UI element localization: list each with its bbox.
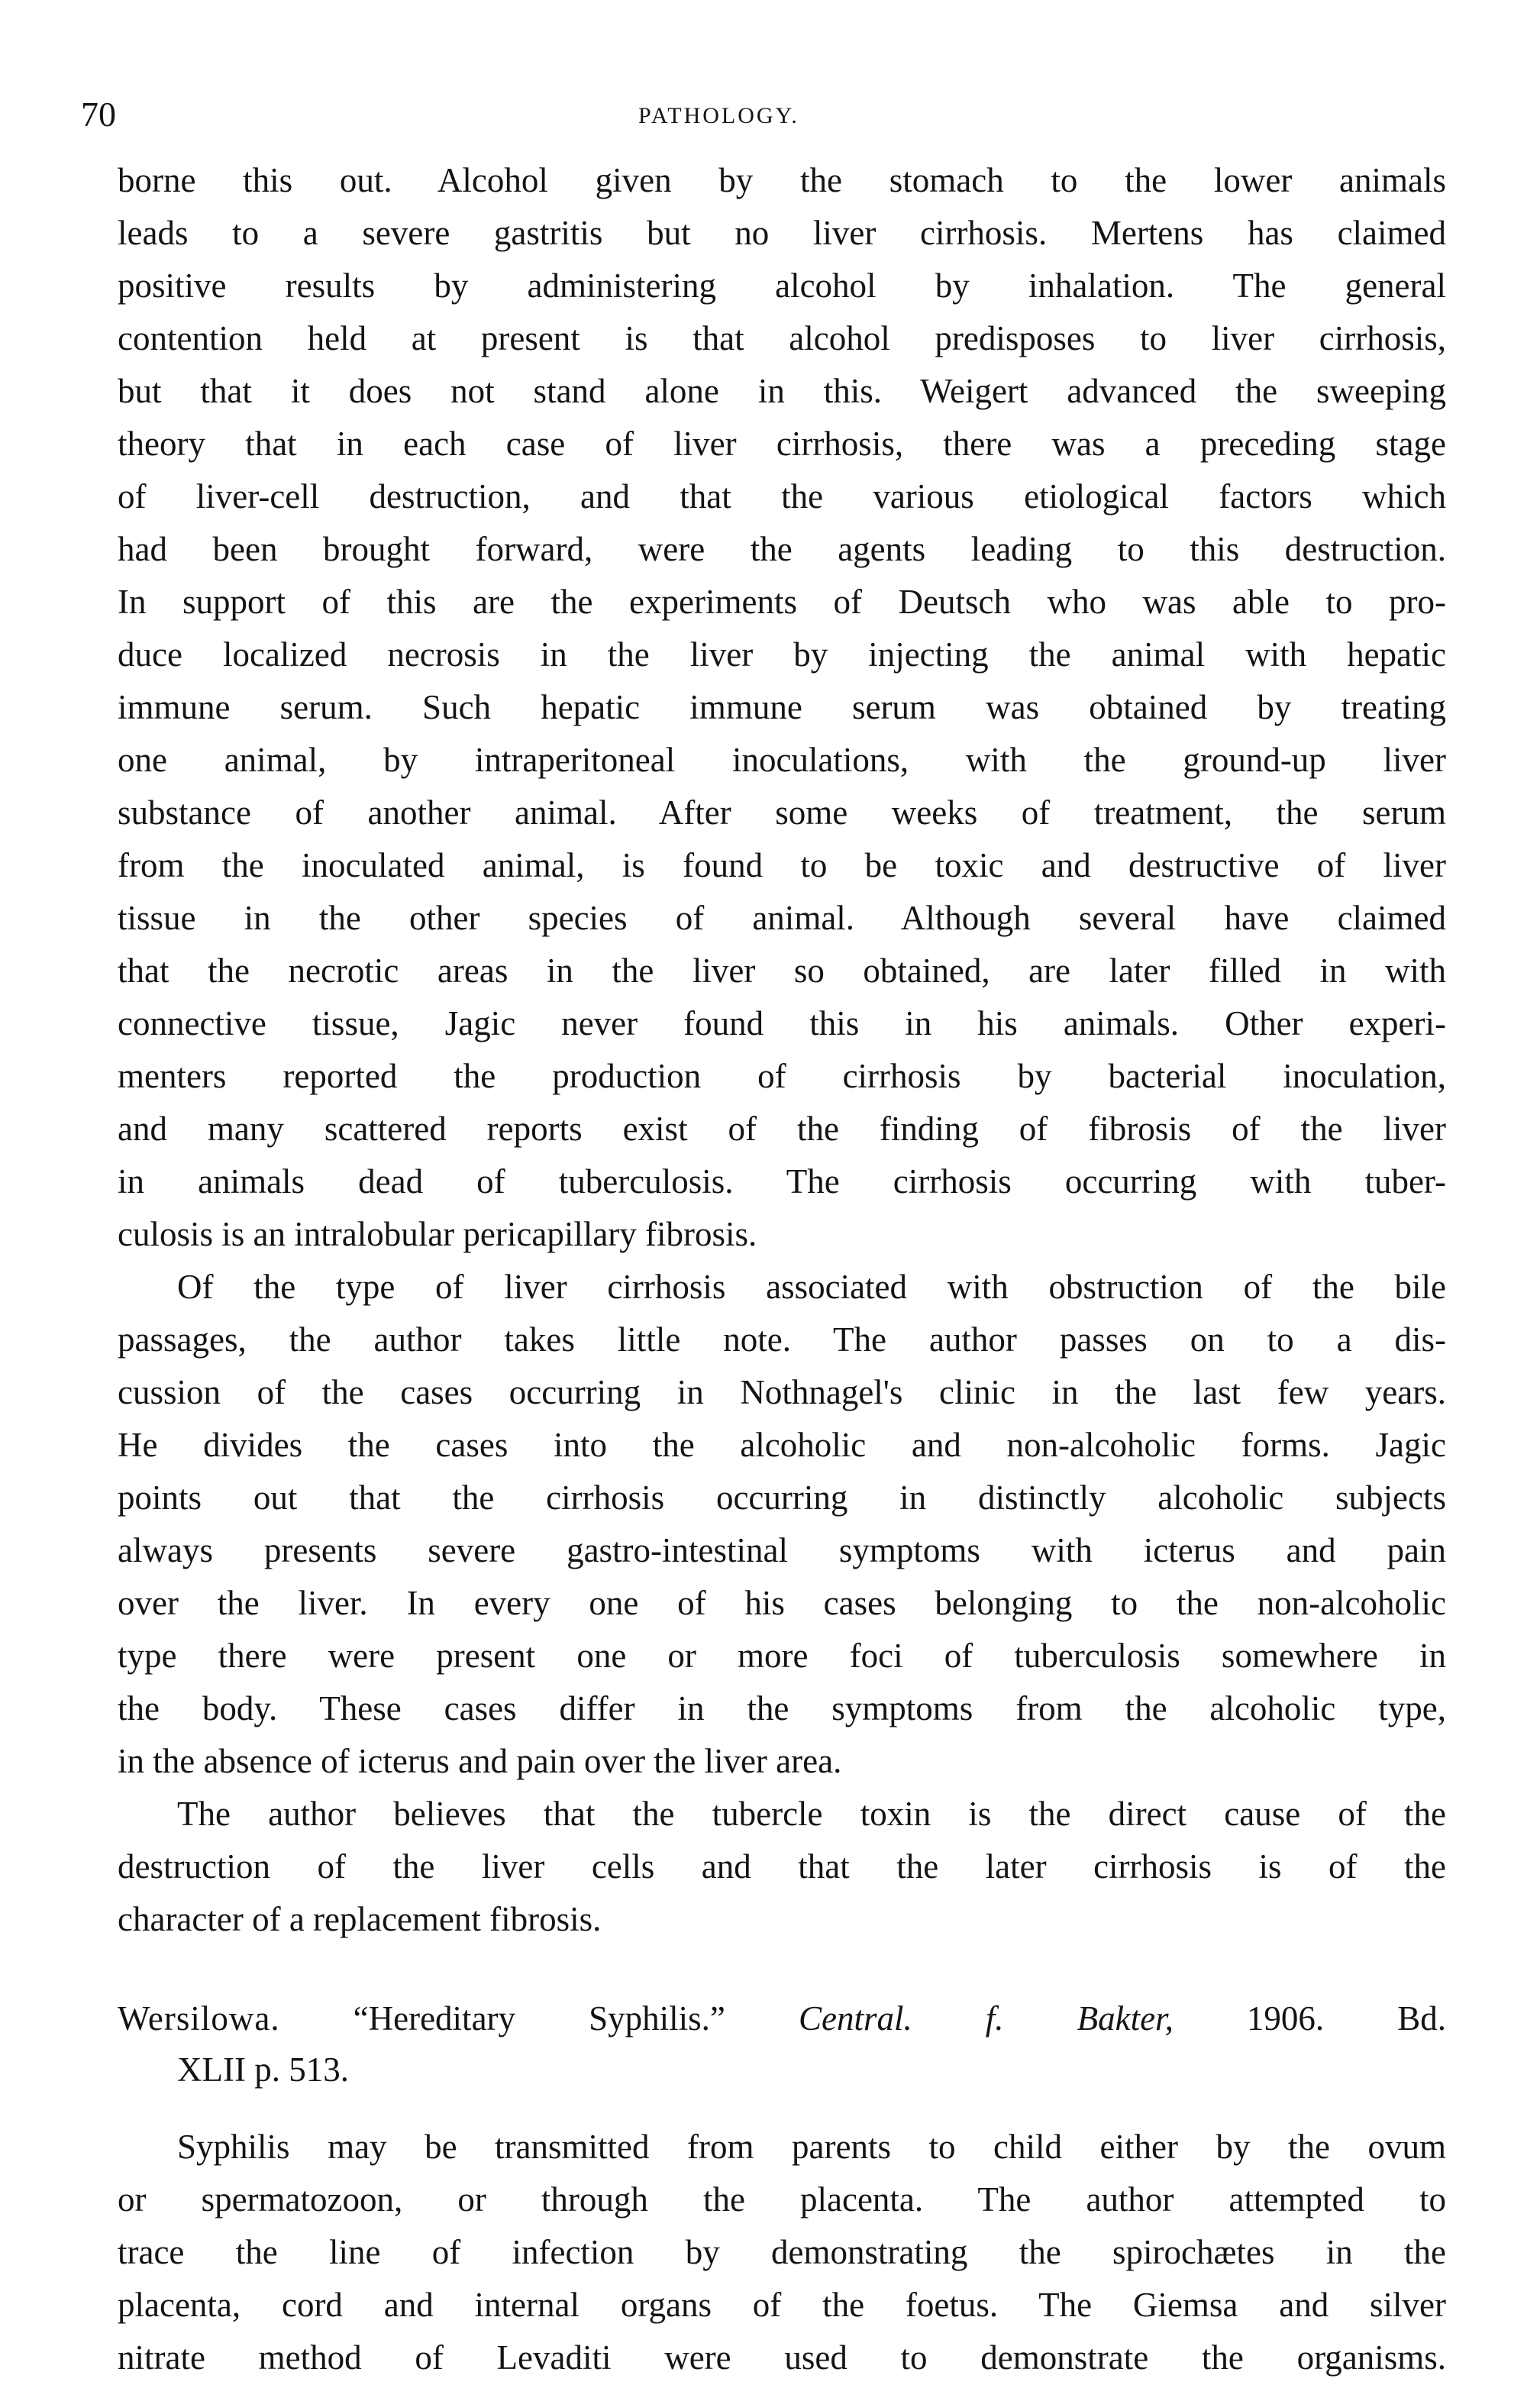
text-line: had been brought forward, were the agents leading to this destruction. bbox=[118, 530, 1446, 568]
text-line: in animals dead of tuberculosis. The cirrhosis occurring with tuber- bbox=[118, 1162, 1446, 1201]
text-line: passages, the author takes little note. The author passes on to a dis- bbox=[118, 1320, 1446, 1359]
reference-year-volume: 1906. Bd. bbox=[1246, 1999, 1446, 2038]
text-line: that the necrotic areas in the liver so obtained, are later filled in with bbox=[118, 952, 1446, 990]
reference-title: “Hereditary Syphilis.” bbox=[353, 1999, 725, 2038]
text-line: The author believes that the tubercle toxin is the direct cause of the bbox=[177, 1795, 1446, 1833]
text-line: duce localized necrosis in the liver by injecting the animal with hepatic bbox=[118, 635, 1446, 674]
page-header bbox=[81, 90, 1440, 139]
reference-line bbox=[118, 1995, 1446, 2042]
text-line: In support of this are the experiments of Deutsch who was able to pro- bbox=[118, 583, 1446, 621]
text-line: destruction of the liver cells and that the later cirrhosis is of the bbox=[118, 1847, 1446, 1886]
text-line: culosis is an intralobular pericapillary fibrosis. bbox=[118, 1215, 757, 1253]
text-line: type there were present one or more foci of tuberculosis somewhere in bbox=[118, 1637, 1446, 1675]
text-line: nitrate method of Levaditi were used to demonstrate the organisms. bbox=[118, 2338, 1446, 2377]
text-line: borne this out. Alcohol given by the stomach to the lower animals bbox=[118, 161, 1446, 199]
reference-author: Wersilowa. bbox=[118, 1999, 280, 2038]
reference-continuation: XLII p. 513. bbox=[177, 2051, 349, 2089]
text-line: but that it does not stand alone in this. Weigert advanced the sweeping bbox=[118, 372, 1446, 410]
text-line: Syphilis may be transmitted from parents to child either by the ovum bbox=[177, 2128, 1446, 2166]
text-line: immune serum. Such hepatic immune serum was obtained by treating bbox=[118, 688, 1446, 726]
page-number: 70 bbox=[81, 95, 116, 134]
text-line: character of a replacement fibrosis. bbox=[118, 1900, 602, 1938]
text-line: connective tissue, Jagic never found this in his animals. Other experi- bbox=[118, 1004, 1446, 1042]
text-line: over the liver. In every one of his cases belonging to the non-alcoholic bbox=[118, 1584, 1446, 1622]
text-line: the body. These cases differ in the symptoms from the alcoholic type, bbox=[118, 1689, 1446, 1727]
text-line: points out that the cirrhosis occurring in distinctly alcoholic subjects bbox=[118, 1479, 1446, 1517]
text-line: one animal, by intraperitoneal inoculations, with the ground-up liver bbox=[118, 741, 1446, 779]
text-line: cussion of the cases occurring in Nothnagel's clinic in the last few years. bbox=[118, 1373, 1446, 1411]
text-line: leads to a severe gastritis but no liver cirrhosis. Mertens has claimed bbox=[118, 214, 1446, 252]
text-line: theory that in each case of liver cirrhosis, there was a preceding stage bbox=[118, 425, 1446, 463]
text-line: tissue in the other species of animal. Although several have claimed bbox=[118, 899, 1446, 937]
text-line: Of the type of liver cirrhosis associated with obstruction of the bile bbox=[177, 1268, 1446, 1306]
text-line: always presents severe gastro-intestinal symptoms with icterus and pain bbox=[118, 1531, 1446, 1569]
text-line: of liver-cell destruction, and that the various etiological factors which bbox=[118, 477, 1446, 515]
reference-journal: Central. f. Bakter, bbox=[798, 1999, 1174, 2038]
text-line: and many scattered reports exist of the finding of fibrosis of the liver bbox=[118, 1110, 1446, 1148]
text-line: from the inoculated animal, is found to be toxic and destructive of liver bbox=[118, 846, 1446, 884]
text-line: positive results by administering alcohol by inhalation. The general bbox=[118, 267, 1446, 305]
running-head: PATHOLOGY. bbox=[638, 103, 799, 128]
text-line: menters reported the production of cirrhosis by bacterial inoculation, bbox=[118, 1057, 1446, 1095]
text-line: placenta, cord and internal organs of the foetus. The Giemsa and silver bbox=[118, 2286, 1446, 2324]
text-line: or spermatozoon, or through the placenta. The author attempted to bbox=[118, 2180, 1446, 2219]
text-line: trace the line of infection by demonstrating the spirochætes in the bbox=[118, 2233, 1446, 2271]
text-line: substance of another animal. After some weeks of treatment, the serum bbox=[118, 793, 1446, 832]
text-line: contention held at present is that alcohol predisposes to liver cirrhosis, bbox=[118, 319, 1446, 357]
text-line: in the absence of icterus and pain over the liver area. bbox=[118, 1742, 842, 1780]
text-line: He divides the cases into the alcoholic and non-alcoholic forms. Jagic bbox=[118, 1426, 1446, 1464]
